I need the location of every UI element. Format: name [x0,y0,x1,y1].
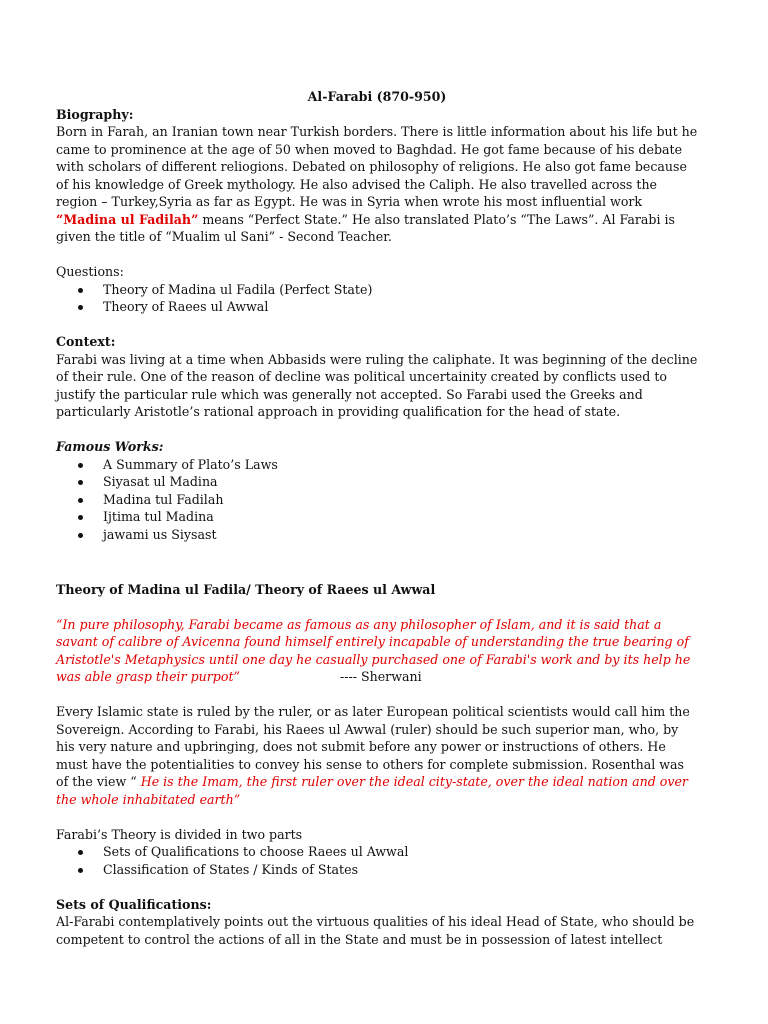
biography-heading: Biography: [56,106,134,122]
questions-heading: Questions: [56,264,124,279]
list-item: Classification of States / Kinds of States [56,861,698,879]
questions-list [56,281,698,316]
list-item: Madina tul Fadilah [56,491,698,509]
famous-works-list [56,456,698,544]
qualifications-paragraph: Al-Farabi contemplatively points out the virtuous qualities of his ideal Head of State, who should be competent to control the actions of all in the State and must be in possession of latest intellect [56,914,695,947]
qualifications-heading: Sets of Qualifications: [56,896,212,912]
theory-division-intro: Farabi’s Theory is divided in two parts [56,826,303,842]
list-item: Theory of Madina ul Fadila (Perfect State) [56,281,698,299]
list-item: Ijtima tul Madina [56,508,698,526]
raees-paragraph-text: Every Islamic state is ruled by the ruler, or as later European political scientists would call him the Sovereign. According to Farabi, his Raees ul Awwal (ruler) should be such superior man, who, by his very nature and upbringing, does not submit before any power or instructions of others. He must have the potentialities to convey his sense to others for complete submission. Rosenthal was of the view “ [56,704,690,789]
madina-ul-fadilah-highlight: “Madina ul Fadilah” [56,211,199,227]
biography-text-1: Born in Farah, an Iranian town near Turkish borders. There is little information about his life but he came to prominence at the age of 50 when moved to Baghdad. He got fame because of his debate with scholars of different reliogions. Debated on philosophy of religions. He also got fame because of his knowledge of Greek mythology. He also advised the Caliph. He also travelled across the region – Turkey,Syria as far as Egypt. He was in Syria when wrote his most influential work [56,124,698,209]
page-title: Al-Farabi (870-950) [307,89,447,104]
context-heading: Context: [56,334,116,349]
list-item: Theory of Raees ul Awwal [56,298,698,316]
sherwani-quote-paragraph [56,616,698,686]
theory-heading: Theory of Madina ul Fadila/ Theory of Raees ul Awwal [56,581,436,597]
sherwani-quote: “In pure philosophy, Farabi became as famous as any philosopher of Islam, and it is said that a savant of calibre of Avicenna found himself entirely incapable of understanding the true bearing of Aristotle's Metaphysics until one day he casually purchased one of Farabi's work and by its help he was able grasp their purpot” [56,616,691,684]
list-item: Siyasat ul Madina [56,473,698,491]
list-item: Sets of Qualifications to choose Raees ul Awwal [56,843,698,861]
biography-text-2: means “Perfect State.” He also translated Plato’s “The Laws”. Al Farabi is given the title of “Mualim ul Sani” - Second Teacher. [56,211,676,244]
famous-works-heading: Famous Works: [56,439,164,454]
raees-ul-awwal-paragraph [56,703,698,808]
list-item: A Summary of Plato’s Laws [56,456,698,474]
rosenthal-quote: He is the Imam, the first ruler over the ideal city-state, over the ideal nation and over the whole inhabitated earth” [56,774,688,807]
biography-paragraph [56,123,698,246]
quote-author: ---- Sherwani [339,669,422,684]
list-item: jawami us Siysast [56,526,698,544]
theory-division-list [56,843,698,878]
context-paragraph: Farabi was living at a time when Abbasids were ruling the caliphate. It was beginning of the decline of their rule. One of the reason of decline was political uncertainity created by conflicts used to justify the particular rule which was generally not accepted. So Farabi used the Greeks and particularly Aristotle’s rational approach in providing qualification for the head of state. [56,351,698,419]
